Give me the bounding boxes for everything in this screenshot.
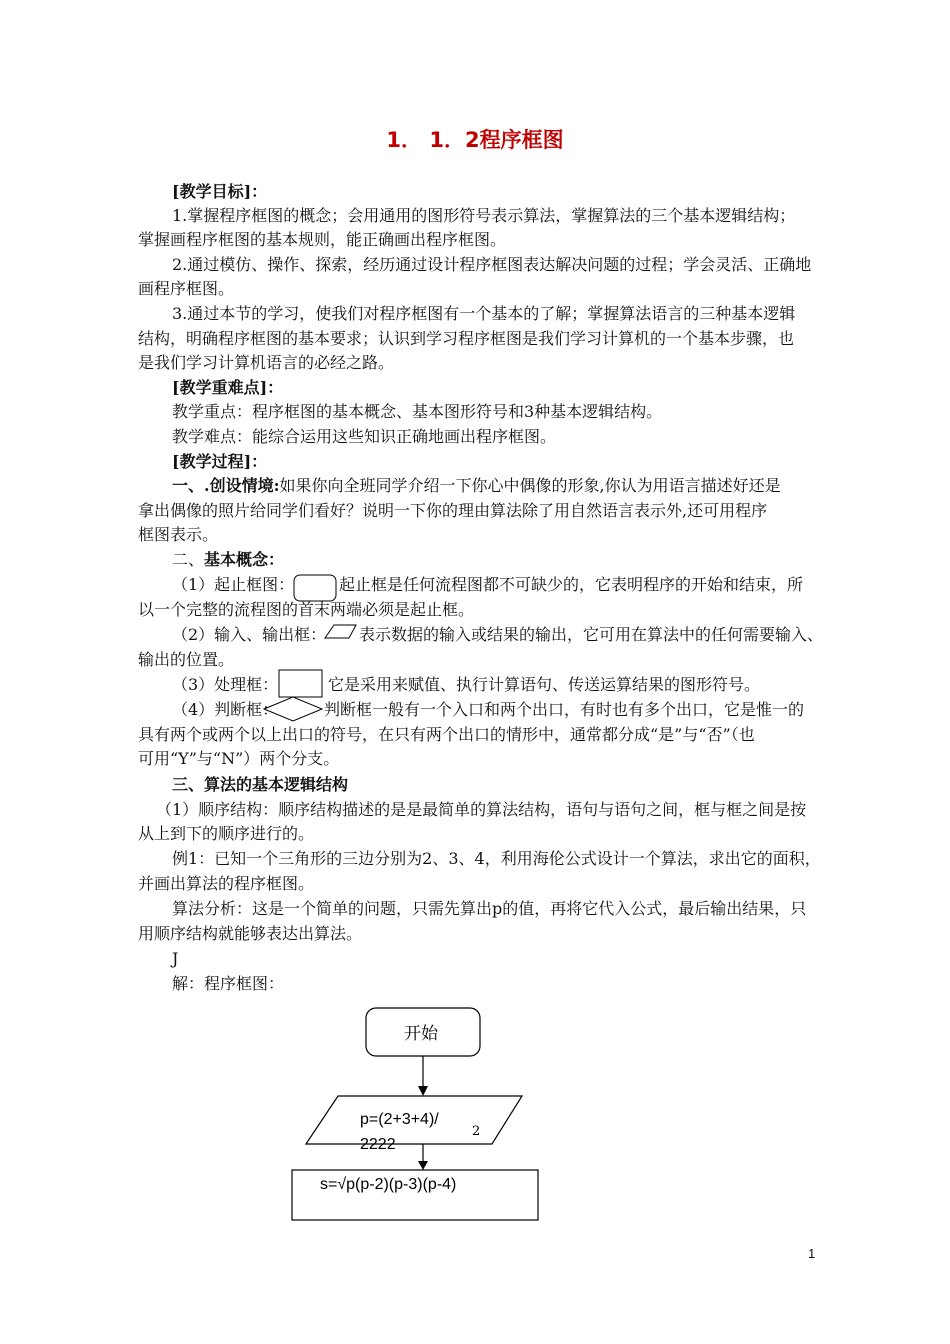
keypoint-focus: 教学重点：程序框图的基本概念、基本图形符号和3种基本逻辑结构。	[172, 402, 663, 421]
concept-4-line-3: 可用“Y”与“N”）两个分支。	[138, 749, 340, 768]
concept-2-label: （2）输入、输出框：	[172, 625, 327, 644]
objectives-heading: [教学目标]：	[172, 182, 268, 201]
keypoint-difficulty: 教学难点：能综合运用这些知识正确地画出程序框图。	[172, 427, 557, 446]
concept-1-line-2: 以一个完整的流程图的首末两端必须是起止框。	[138, 600, 475, 619]
concept-3-label: （3）处理框：	[172, 675, 279, 694]
objective-3-line-3: 是我们学习计算机语言的必经之路。	[138, 353, 395, 372]
stray-mark: J	[172, 949, 179, 968]
process-heading: [教学过程]：	[172, 452, 268, 471]
analysis-line-2: 用顺序结构就能够表达出算法。	[138, 924, 363, 943]
objective-2-line-2: 画程序框图。	[138, 279, 235, 298]
concept-1-label: （1）起止框图：	[172, 575, 295, 594]
keypoints-heading: [教学重难点]：	[172, 378, 284, 397]
section-1-line-3: 框图表示。	[138, 525, 219, 544]
decision-symbol	[264, 697, 322, 721]
flow-io-superscript: 2	[472, 1124, 481, 1139]
terminal-symbol	[294, 575, 336, 601]
section-1-heading: 一、.创设情境:	[172, 476, 280, 495]
objective-3-line-2: 结构，明确程序框图的基本要求；认识到学习程序框图是我们学习计算机的一个基本步骤，也	[138, 329, 795, 348]
analysis-line-1: 算法分析：这是一个简单的问题，只需先算出p的值，再将它代入公式，最后输出结果，只	[172, 899, 807, 918]
flow-io-line-2: 2222	[360, 1136, 396, 1153]
section-1-line-2: 拿出偶像的照片给同学们看好？说明一下你的理由算法除了用自然语言表示外,还可用程序	[138, 501, 768, 520]
section-2-prefix: 二、	[172, 550, 205, 569]
objective-3-line-1: 3.通过本节的学习，使我们对程序框图有一个基本的了解；掌握算法语言的三种基本逻辑	[172, 304, 796, 323]
concept-4-line-1: 判断框一般有一个入口和两个出口，有时也有多个出口，它是惟一的	[324, 700, 805, 719]
concept-1-line-1: 起止框是任何流程图都不可缺少的，它表明程序的开始和结束，所	[339, 575, 804, 594]
concept-4-label: （4）判断框：	[172, 700, 279, 719]
section-3-heading: 三、算法的基本逻辑结构	[172, 775, 349, 794]
flow-io-line-1: p=(2+3+4)/	[360, 1111, 439, 1128]
section-1-text: 如果你向全班同学介绍一下你心中偶像的形象,你认为用语言描述好还是	[279, 476, 781, 495]
io-symbol	[325, 625, 356, 638]
process-symbol	[279, 670, 322, 697]
section-2-heading: 基本概念：	[204, 550, 285, 569]
objective-1-line-2: 掌握画程序框图的基本规则，能正确画出程序框图。	[138, 230, 507, 249]
example-line-2: 并画出算法的程序框图。	[138, 874, 315, 893]
flow-arrowhead-2	[418, 1161, 428, 1170]
example-line-1: 例1：已知一个三角形的三边分别为2、3、4，利用海伦公式设计一个算法，求出它的面积，	[172, 849, 821, 868]
solution-label: 解：程序框图：	[172, 974, 285, 993]
concept-4-line-2: 具有两个或两个以上出口的符号，在只有两个出口的情形中，通常都分成“是”与“否”（也	[138, 725, 755, 744]
concept-3-line-1: 它是采用来赋值、执行计算语句、传送运算结果的图形符号。	[328, 675, 761, 694]
page-number: 1	[808, 1246, 816, 1261]
objective-1-line-1: 1.掌握程序框图的概念；会用通用的图形符号表示算法，掌握算法的三个基本逻辑结构；	[172, 206, 796, 225]
flow-arrowhead-1	[418, 1086, 428, 1096]
flow-start-label: 开始	[404, 1024, 438, 1043]
flow-process-label: s=√p(p-2)(p-3)(p-4)	[320, 1176, 457, 1193]
sequence-line-2: 从上到下的顺序进行的。	[138, 824, 315, 843]
objective-2-line-1: 2.通过模仿、操作、探索，经历通过设计程序框图表达解决问题的过程；学会灵活、正确地	[172, 255, 812, 274]
concept-2-line-1: 表示数据的输入或结果的输出，它可用在算法中的任何需要输入、	[359, 625, 824, 644]
concept-2-line-2: 输出的位置。	[138, 650, 235, 669]
sequence-line-1: （1）顺序结构：顺序结构描述的是是最简单的算法结构，语句与语句之间，框与框之间是按	[156, 800, 807, 819]
page-title: 1． 1．2程序框图	[386, 128, 564, 152]
